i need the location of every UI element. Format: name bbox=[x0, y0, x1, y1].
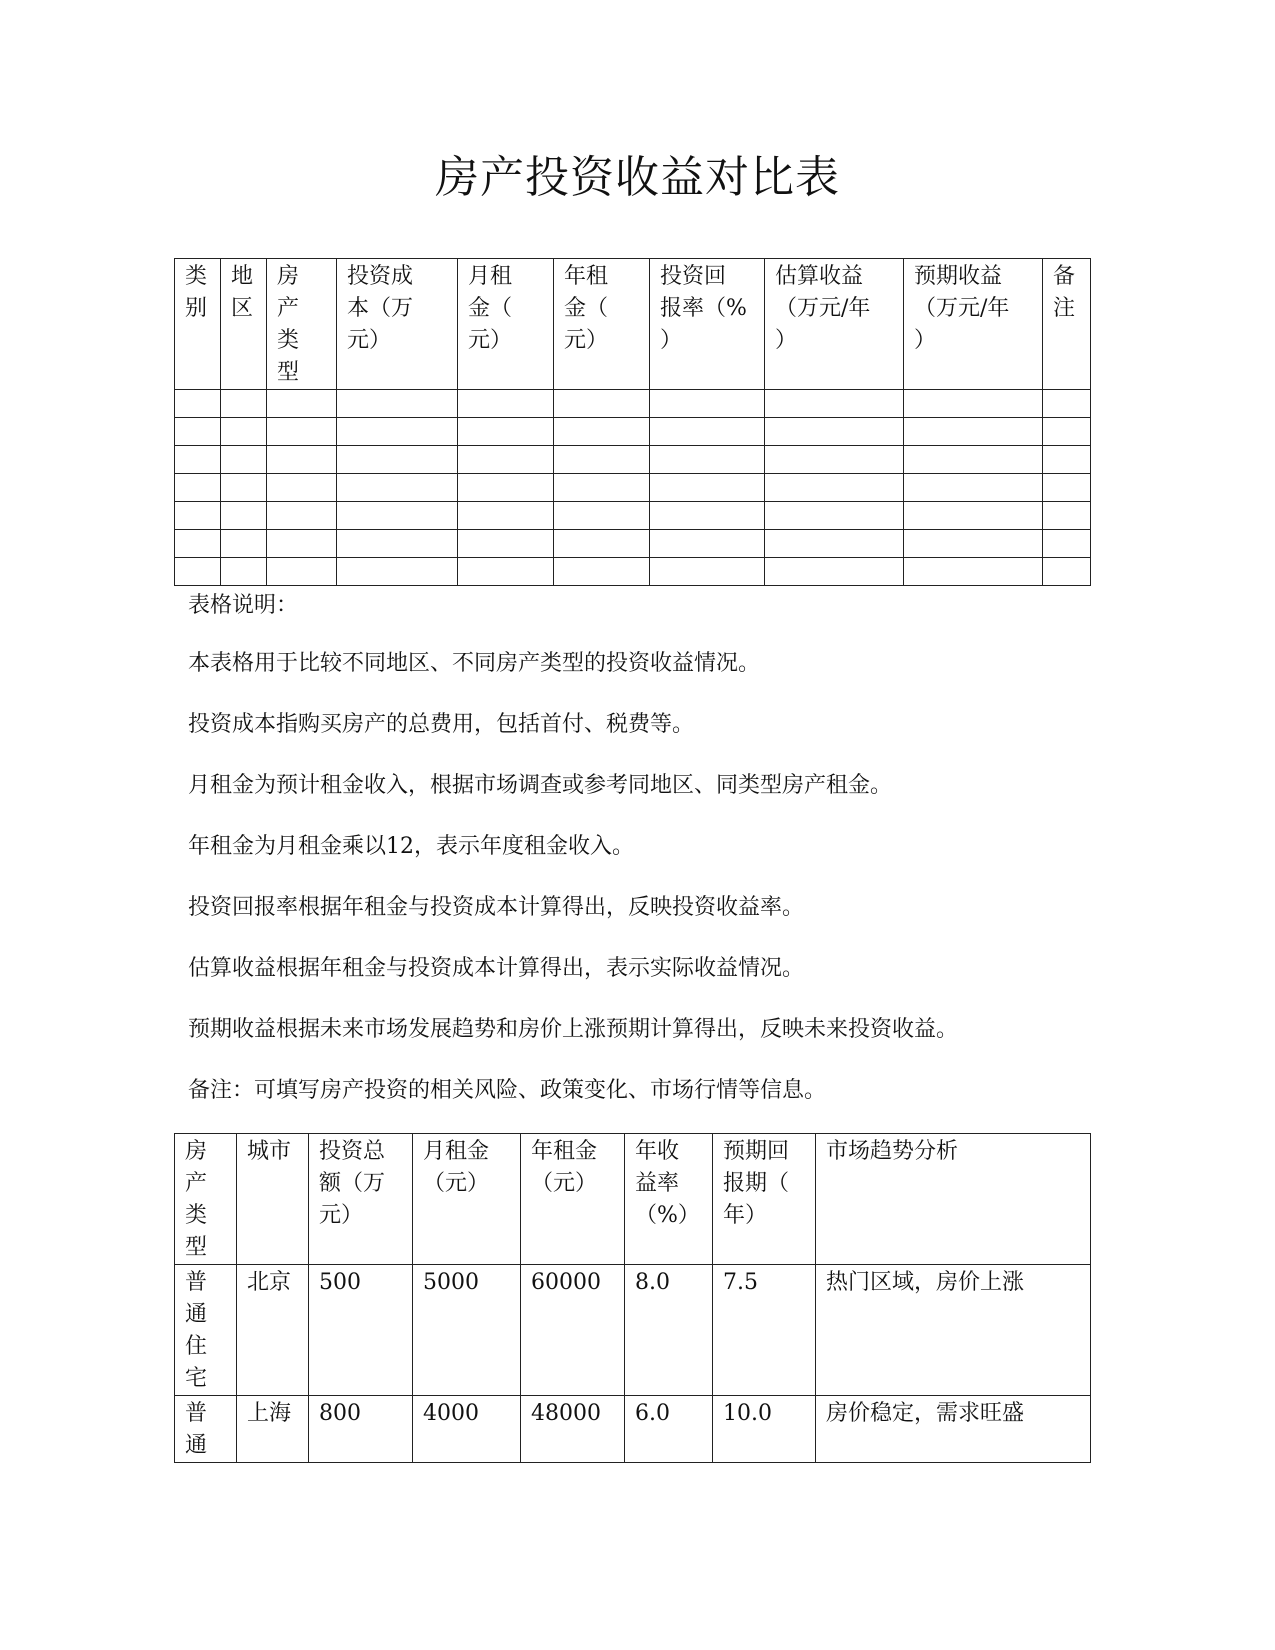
table-notes bbox=[188, 590, 1088, 1136]
table-cell: 500 bbox=[309, 1265, 413, 1396]
note-line: 投资回报率根据年租金与投资成本计算得出，反映投资收益率。 bbox=[188, 895, 805, 920]
table-row bbox=[175, 558, 1091, 586]
table-row bbox=[175, 502, 1091, 530]
table-cell: 上海 bbox=[237, 1396, 309, 1463]
header-cell: 备 注 bbox=[1043, 259, 1091, 390]
note-line: 备注：可填写房产投资的相关风险、政策变化、市场行情等信息。 bbox=[188, 1078, 827, 1103]
note-line: 年租金为月租金乘以12，表示年度租金收入。 bbox=[188, 834, 634, 859]
header-cell: 月租 金（ 元） bbox=[458, 259, 554, 390]
header-cell: 市场趋势分析 bbox=[816, 1134, 1091, 1265]
investment-comparison-table bbox=[174, 258, 1091, 586]
note-line: 本表格用于比较不同地区、不同房产类型的投资收益情况。 bbox=[188, 651, 761, 676]
header-cell: 房 产 类 型 bbox=[175, 1134, 237, 1265]
table-cell: 北京 bbox=[237, 1265, 309, 1396]
table-cell: 6.0 bbox=[625, 1396, 713, 1463]
table-row bbox=[175, 418, 1091, 446]
header-cell: 估算收益 （万元/年 ） bbox=[765, 259, 904, 390]
table-cell: 60000 bbox=[521, 1265, 625, 1396]
note-line: 月租金为预计租金收入，根据市场调查或参考同地区、同类型房产租金。 bbox=[188, 773, 893, 798]
header-cell: 投资成 本（万 元） bbox=[337, 259, 458, 390]
table-header-row bbox=[175, 1134, 1091, 1265]
header-cell: 房 产 类 型 bbox=[267, 259, 337, 390]
table-cell: 普 通 bbox=[175, 1396, 237, 1463]
header-cell: 投资总 额（万 元） bbox=[309, 1134, 413, 1265]
table-row bbox=[175, 1396, 1091, 1463]
table-cell: 10.0 bbox=[713, 1396, 816, 1463]
table-header-row bbox=[175, 259, 1091, 390]
header-cell: 投资回 报率（% ） bbox=[650, 259, 765, 390]
table-cell: 房价稳定，需求旺盛 bbox=[816, 1396, 1091, 1463]
header-cell: 地 区 bbox=[221, 259, 267, 390]
note-line: 估算收益根据年租金与投资成本计算得出，表示实际收益情况。 bbox=[188, 956, 805, 981]
header-cell: 类 别 bbox=[175, 259, 221, 390]
table-cell: 8.0 bbox=[625, 1265, 713, 1396]
table-cell: 7.5 bbox=[713, 1265, 816, 1396]
note-line: 投资成本指购买房产的总费用，包括首付、税费等。 bbox=[188, 712, 695, 737]
table-cell: 5000 bbox=[413, 1265, 521, 1396]
header-cell: 城市 bbox=[237, 1134, 309, 1265]
header-cell: 年租金 （元） bbox=[521, 1134, 625, 1265]
table-cell: 热门区域，房价上涨 bbox=[816, 1265, 1091, 1396]
table-row bbox=[175, 446, 1091, 474]
table-cell: 4000 bbox=[413, 1396, 521, 1463]
header-cell: 月租金 （元） bbox=[413, 1134, 521, 1265]
table-cell: 800 bbox=[309, 1396, 413, 1463]
table-cell: 普 通 住 宅 bbox=[175, 1265, 237, 1396]
table-row bbox=[175, 474, 1091, 502]
city-investment-table bbox=[174, 1133, 1091, 1463]
table-row bbox=[175, 530, 1091, 558]
header-cell: 年收 益率 （%） bbox=[625, 1134, 713, 1265]
table-cell: 48000 bbox=[521, 1396, 625, 1463]
header-cell: 预期回 报期（ 年） bbox=[713, 1134, 816, 1265]
page-title: 房产投资收益对比表 bbox=[435, 152, 840, 203]
header-cell: 预期收益 （万元/年 ） bbox=[904, 259, 1043, 390]
header-cell: 年租 金（ 元） bbox=[554, 259, 650, 390]
table-row bbox=[175, 1265, 1091, 1396]
note-line: 预期收益根据未来市场发展趋势和房价上涨预期计算得出，反映未来投资收益。 bbox=[188, 1017, 959, 1042]
table-row bbox=[175, 390, 1091, 418]
notes-heading: 表格说明： bbox=[188, 593, 299, 618]
